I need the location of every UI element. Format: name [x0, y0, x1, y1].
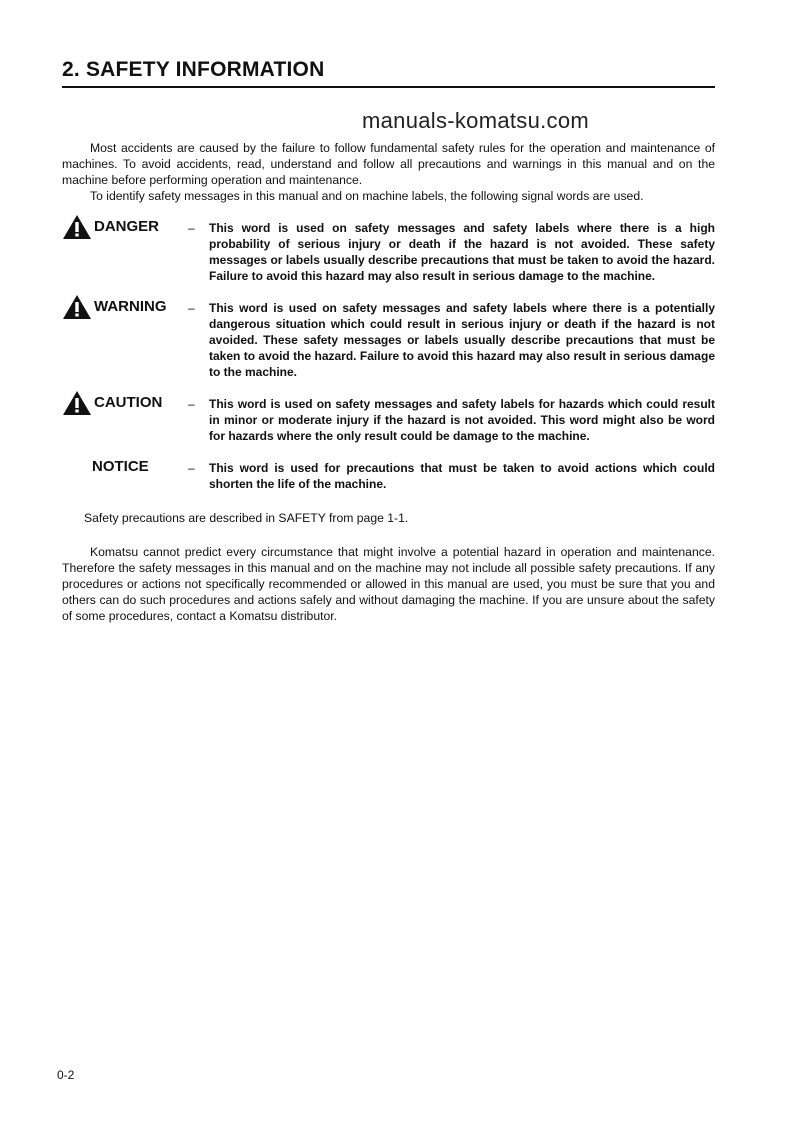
- title-underline: [62, 86, 715, 88]
- signal-description: This word is used on safety messages and safety labels where there is a high probability of serious injury or death if the hazard is not avoided. These safety messages or labels usually describe precautions that must be taken to avoid the hazard. Failure to avoid this hazard may also result in serious damage to the machine.: [209, 221, 715, 283]
- signal-description: This word is used on safety messages and safety labels where there is a potentially dangerous situation which could result in serious injury or death if the hazard is not avoided. These safety messages or labels usually describe precautions that must be taken to avoid the hazard. Failure to avoid this hazard may also result in serious damage to the machine.: [209, 301, 715, 379]
- separator-dash: –: [188, 301, 195, 315]
- signal-word: WARNING: [94, 298, 167, 315]
- page-title: 2. SAFETY INFORMATION: [62, 58, 325, 81]
- signal-caution: [62, 396, 715, 444]
- warning-triangle-icon: [62, 390, 92, 416]
- separator-dash: –: [188, 221, 195, 235]
- warning-triangle-icon: [62, 294, 92, 320]
- signal-word: NOTICE: [92, 458, 149, 475]
- signal-description: This word is used for precautions that must be taken to avoid actions which could shorten the life of the machine.: [209, 461, 715, 491]
- intro-paragraph: To identify safety messages in this manual and on machine labels, the following signal words are used.: [90, 189, 644, 203]
- signal-word: DANGER: [94, 218, 160, 235]
- warning-triangle-icon: [62, 214, 92, 240]
- signal-description: This word is used on safety messages and safety labels for hazards which could result in minor or moderate injury if the hazard is not avoided. This word might also be word for hazards where the only result could be damage to the machine.: [209, 397, 715, 443]
- intro-section: [62, 140, 715, 204]
- separator-dash: –: [188, 397, 195, 411]
- signal-warning: [62, 300, 715, 380]
- signal-word: CAUTION: [94, 394, 163, 411]
- intro-paragraph: Most accidents are caused by the failure to follow fundamental safety rules for the operation and maintenance of machines. To avoid accidents, read, understand and follow all precautions and warnings in this manual and on the machine before performing operation and maintenance.: [62, 141, 715, 187]
- page-body: [62, 140, 715, 624]
- separator-dash: –: [188, 461, 195, 475]
- signal-danger: [62, 220, 715, 284]
- closing-paragraph: Komatsu cannot predict every circumstance that might involve a potential hazard in operation and maintenance. Therefore the safety messages in this manual and on the machine may not include all possible safety precautions. If any procedures or actions not specifically recommended or allowed in this manual are used, you must be sure that you and others can do such procedures and actions safely and without damaging the machine. If you are unsure about the safety of some procedures, contact a Komatsu distributor.: [62, 545, 715, 623]
- signal-notice: [62, 460, 715, 492]
- watermark: manuals-komatsu.com: [362, 108, 589, 133]
- safety-reference: Safety precautions are described in SAFETY from page 1-1.: [84, 511, 409, 525]
- page-number: 0-2: [57, 1068, 75, 1082]
- closing-section: [62, 544, 715, 624]
